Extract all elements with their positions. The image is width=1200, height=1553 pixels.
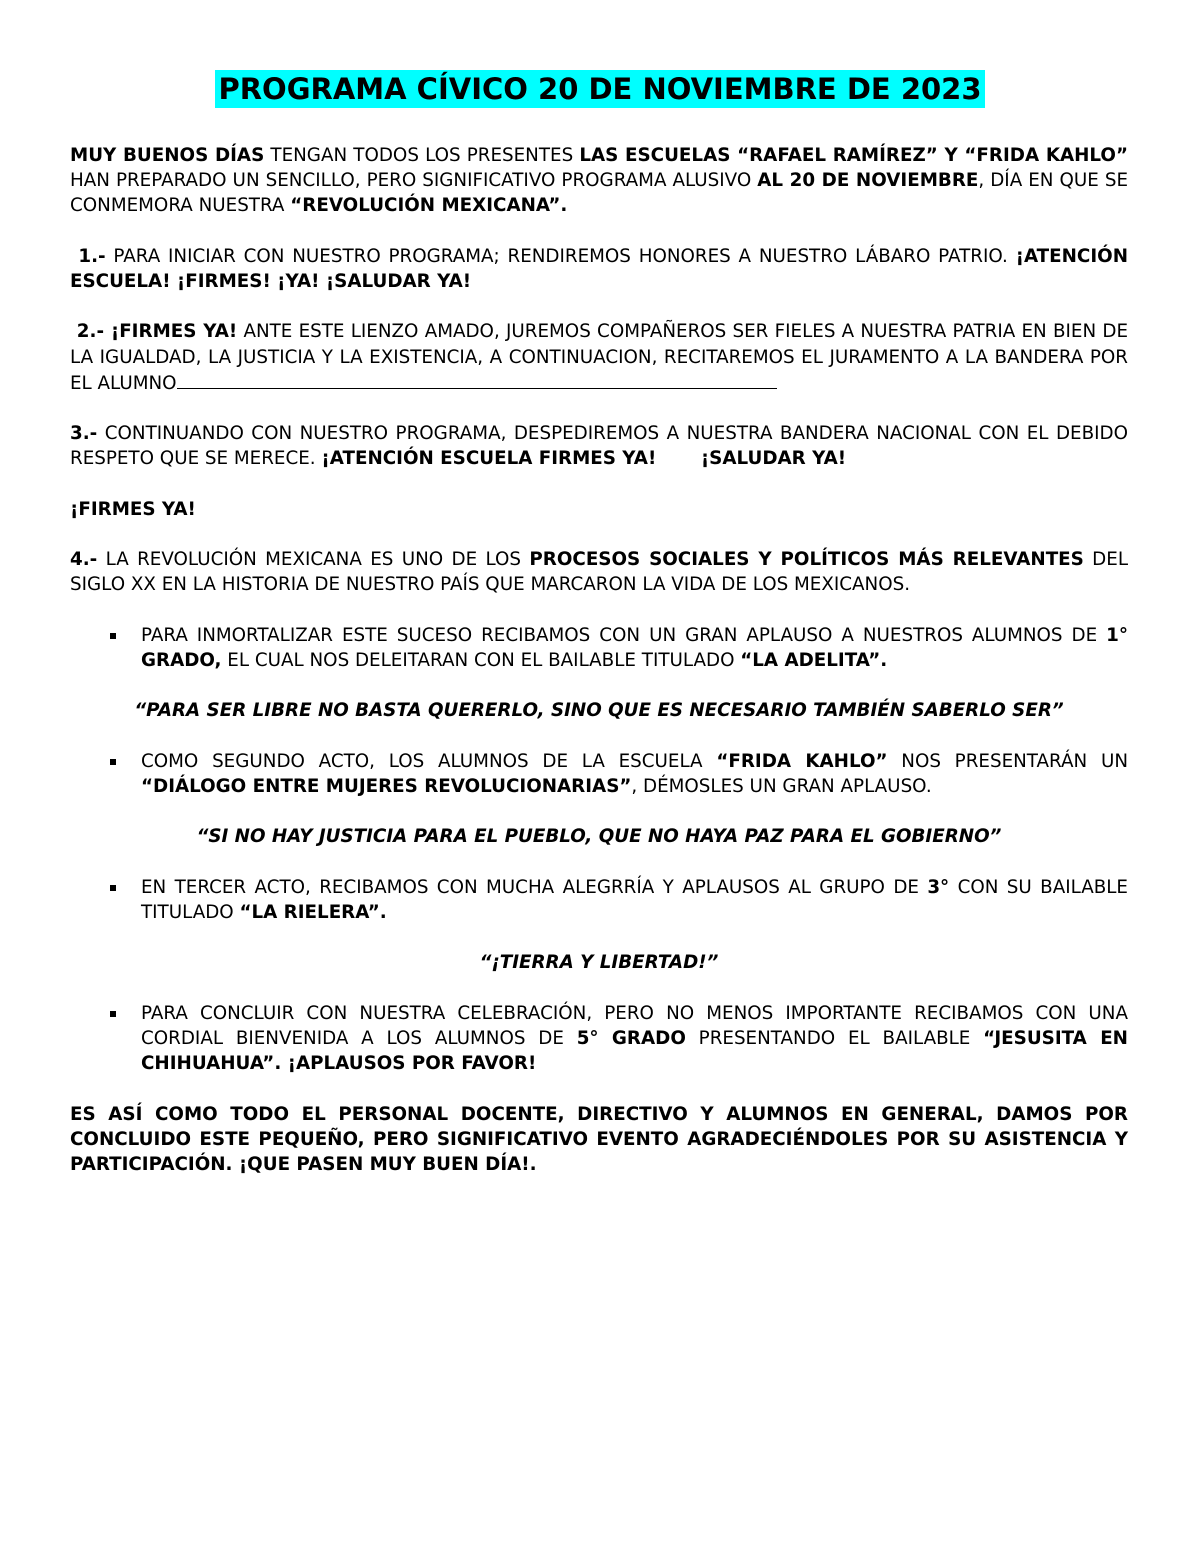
text: CON SU BAILABLE TITULADO xyxy=(141,876,1128,923)
text: LA REVOLUCIÓN MEXICANA ES UNO DE LOS xyxy=(97,549,530,571)
text: ANTE ESTE LIENZO AMADO, JUREMOS COMPAÑEROS SER FIELES A NUESTRA PATRIA EN BIEN DE LA IGUALDAD, LA JUSTICIA Y LA EXISTENCIA, A CONTINUACION, RECITAREMOS EL JURAMENTO A LA BANDERA POR EL ALUMNO xyxy=(70,321,1128,394)
student-name-blank xyxy=(177,370,777,389)
bold-text: ES ASÍ COMO TODO EL PERSONAL DOCENTE, DIRECTIVO Y ALUMNOS EN GENERAL, DAMOS POR CONCLUIDO ESTE PEQUEÑO, PERO SIGNIFICATIVO EVENTO AGRADECIÉNDOLES POR SU ASISTENCIA Y PARTICIPACIÓN. ¡QUE PASEN MUY BUEN DÍA!. xyxy=(70,1103,1128,1175)
text: , DÉMOSLES UN GRAN APLAUSO. xyxy=(631,775,932,797)
paragraph xyxy=(70,143,1128,219)
bullet-item xyxy=(70,1001,1128,1077)
quote xyxy=(70,698,1128,723)
bold-text: 4.- xyxy=(70,549,98,571)
bold-text: 5° GRADO xyxy=(576,1027,686,1049)
bold-text: AL 20 DE NOVIEMBRE xyxy=(757,170,979,192)
text: CONTINUANDO CON NUESTRO PROGRAMA, DESPEDIREMOS A NUESTRA BANDERA NACIONAL CON EL DEBIDO RESPETO QUE SE MERECE. xyxy=(70,423,1128,470)
paragraph xyxy=(70,497,1128,522)
text: TENGAN TODOS LOS PRESENTES xyxy=(264,145,580,166)
bold-text: LAS ESCUELAS “RAFAEL RAMÍREZ” Y “FRIDA KAHLO” xyxy=(579,145,1128,166)
paragraph xyxy=(70,421,1128,471)
paragraph xyxy=(70,1102,1128,1178)
title-container xyxy=(0,70,1200,108)
bold-text: 3° xyxy=(927,876,950,898)
bold-text: PROCESOS SOCIALES Y POLÍTICOS MÁS RELEVANTES xyxy=(529,549,1084,571)
bold-text: 2.- ¡FIRMES YA! xyxy=(70,321,238,343)
bold-text: “DIÁLOGO ENTRE MUJERES REVOLUCIONARIAS” xyxy=(141,775,632,797)
text: PARA INICIAR CON NUESTRO PROGRAMA; RENDIREMOS HONORES A NUESTRO LÁBARO PATRIO. xyxy=(105,245,1016,267)
text: , DÍA EN QUE SE CONMEMORA NUESTRA xyxy=(70,170,1128,217)
text: NOS PRESENTARÁN UN xyxy=(887,750,1128,772)
bold-text: ¡ATENCIÓN ESCUELA! ¡FIRMES! ¡YA! ¡SALUDAR YA! xyxy=(70,245,1128,292)
document-title: PROGRAMA CÍVICO 20 DE NOVIEMBRE DE 2023 xyxy=(215,70,984,108)
text: “¡TIERRA Y LIBERTAD!” xyxy=(479,952,719,974)
bullet-item xyxy=(70,749,1128,799)
text: HAN PREPARADO UN SENCILLO, PERO SIGNIFICATIVO PROGRAMA ALUSIVO xyxy=(70,170,758,192)
text: “SI NO HAY JUSTICIA PARA EL PUEBLO, QUE NO HAYA PAZ PARA EL GOBIERNO” xyxy=(196,826,1002,848)
text: “PARA SER LIBRE NO BASTA QUERERLO, SINO QUE ES NECESARIO TAMBIÉN SABERLO SER” xyxy=(134,700,1064,722)
quote xyxy=(70,824,1128,849)
bold-text: 1.- xyxy=(70,245,106,267)
bullet-item xyxy=(70,875,1128,925)
document-body xyxy=(70,143,1128,1202)
bold-text: “REVOLUCIÓN MEXICANA”. xyxy=(290,195,568,217)
bold-text: “LA RIELERA”. xyxy=(239,901,387,923)
text: PRESENTANDO EL BAILABLE xyxy=(685,1027,984,1049)
text: COMO SEGUNDO ACTO, LOS ALUMNOS DE LA ESCUELA xyxy=(141,750,717,772)
bold-text: ¡ATENCIÓN ESCUELA FIRMES YA! ¡SALUDAR YA! xyxy=(321,448,847,470)
paragraph xyxy=(70,547,1128,597)
bold-text: 1° GRADO, xyxy=(141,624,1128,671)
text: EN TERCER ACTO, RECIBAMOS CON MUCHA ALEGRRÍA Y APLAUSOS AL GRUPO DE xyxy=(141,876,928,898)
bold-text: “JESUSITA EN CHIHUAHUA”. ¡APLAUSOS POR FAVOR! xyxy=(141,1027,1128,1075)
bold-text: “FRIDA KAHLO” xyxy=(716,750,888,772)
paragraph xyxy=(70,319,1128,396)
bold-text: MUY BUENOS DÍAS xyxy=(70,145,265,166)
paragraph xyxy=(70,244,1128,294)
bold-text: ¡FIRMES YA! xyxy=(70,498,196,520)
text: PARA CONCLUIR CON NUESTRA CELEBRACIÓN, PERO NO MENOS IMPORTANTE RECIBAMOS CON UNA CORDIAL BIENVENIDA A LOS ALUMNOS DE xyxy=(141,1002,1128,1049)
text: PARA INMORTALIZAR ESTE SUCESO RECIBAMOS CON UN GRAN APLAUSO A NUESTROS ALUMNOS DE xyxy=(141,624,1107,646)
text: EL CUAL NOS DELEITARAN CON EL BAILABLE TITULADO xyxy=(221,649,741,671)
quote xyxy=(70,950,1128,975)
bullet-item xyxy=(70,623,1128,673)
text: DEL SIGLO XX EN LA HISTORIA DE NUESTRO PAÍS QUE MARCARON LA VIDA DE LOS MEXICANOS. xyxy=(70,549,1128,596)
bold-text: 3.- xyxy=(70,423,98,445)
bold-text: “LA ADELITA”. xyxy=(740,649,888,671)
